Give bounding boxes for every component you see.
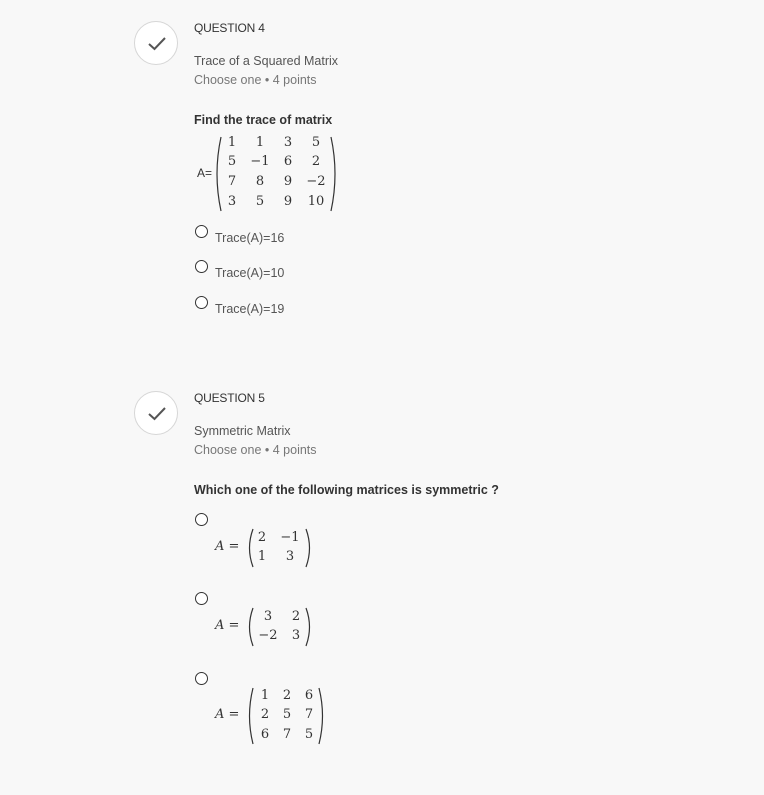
q5-opt3-cell: 5 — [304, 727, 314, 742]
q5-opt3-cell: 2 — [282, 688, 292, 703]
q4-number: QUESTION 4 — [194, 21, 265, 35]
q4-option-1-label[interactable]: Trace(A)=16 — [215, 231, 285, 245]
q5-option-1-lhs: A = — [215, 539, 240, 554]
q5-opt3-cell: 1 — [260, 688, 270, 703]
q4-option-3-radio[interactable] — [195, 296, 208, 309]
q5-opt1-cell: 3 — [285, 549, 295, 564]
q5-opt3-cell: 2 — [260, 707, 270, 722]
q4-cell: 9 — [283, 194, 293, 209]
q4-cell: 5 — [255, 194, 265, 209]
check-icon — [147, 35, 167, 53]
q5-opt3-cell: 6 — [260, 727, 270, 742]
q4-title: Trace of a Squared Matrix — [194, 54, 339, 68]
q5-option-3-matrix[interactable] — [215, 686, 330, 746]
q4-cell: 10 — [307, 194, 325, 209]
q5-opt2-cell: 3 — [291, 628, 301, 643]
q4-cell: 5 — [311, 135, 321, 150]
q4-cell: −1 — [250, 154, 270, 169]
q5-opt3-cell: 6 — [304, 688, 314, 703]
q4-cell: 1 — [227, 135, 237, 150]
q5-option-1-matrix[interactable] — [215, 527, 315, 569]
q5-title: Symmetric Matrix — [194, 424, 291, 438]
q4-cell: 6 — [283, 154, 293, 169]
q4-cell: 8 — [255, 174, 265, 189]
q4-option-2-label[interactable]: Trace(A)=10 — [215, 266, 285, 280]
q4-matrix-label: A= — [197, 166, 213, 180]
q5-number: QUESTION 5 — [194, 391, 265, 405]
q4-cell: 3 — [283, 135, 293, 150]
q4-cell: 2 — [311, 154, 321, 169]
q5-option-2-matrix[interactable] — [215, 606, 315, 648]
q4-cell: 1 — [255, 135, 265, 150]
q5-opt2-cell: −2 — [258, 628, 278, 643]
q5-opt1-cell: 2 — [257, 530, 267, 545]
q4-matrix — [212, 135, 340, 213]
q5-option-1-radio[interactable] — [195, 513, 208, 526]
q4-prompt: Find the trace of matrix — [194, 113, 333, 127]
q4-meta: Choose one • 4 points — [194, 73, 317, 87]
q4-option-2-radio[interactable] — [195, 260, 208, 273]
q5-opt3-cell: 5 — [282, 707, 292, 722]
q4-cell: 7 — [227, 174, 237, 189]
q5-meta: Choose one • 4 points — [194, 443, 317, 457]
q4-option-1-radio[interactable] — [195, 225, 208, 238]
q5-option-3-lhs: A = — [215, 707, 240, 722]
q5-opt1-cell: 1 — [257, 549, 267, 564]
q4-cell: −2 — [306, 174, 326, 189]
q4-cell: 3 — [227, 194, 237, 209]
q5-opt2-cell: 2 — [291, 609, 301, 624]
q5-option-2-lhs: A = — [215, 618, 240, 633]
q5-opt2-cell: 3 — [263, 609, 273, 624]
q5-status-badge — [134, 391, 178, 435]
q5-prompt: Which one of the following matrices is symmetric ? — [194, 483, 499, 497]
check-icon — [147, 405, 167, 423]
q5-opt1-cell: −1 — [280, 530, 300, 545]
q4-status-badge — [134, 21, 178, 65]
q5-opt3-cell: 7 — [282, 727, 292, 742]
q5-opt3-cell: 7 — [304, 707, 314, 722]
q4-cell: 5 — [227, 154, 237, 169]
q5-option-3-radio[interactable] — [195, 672, 208, 685]
q5-option-2-radio[interactable] — [195, 592, 208, 605]
q4-cell: 9 — [283, 174, 293, 189]
q4-option-3-label[interactable]: Trace(A)=19 — [215, 302, 285, 316]
